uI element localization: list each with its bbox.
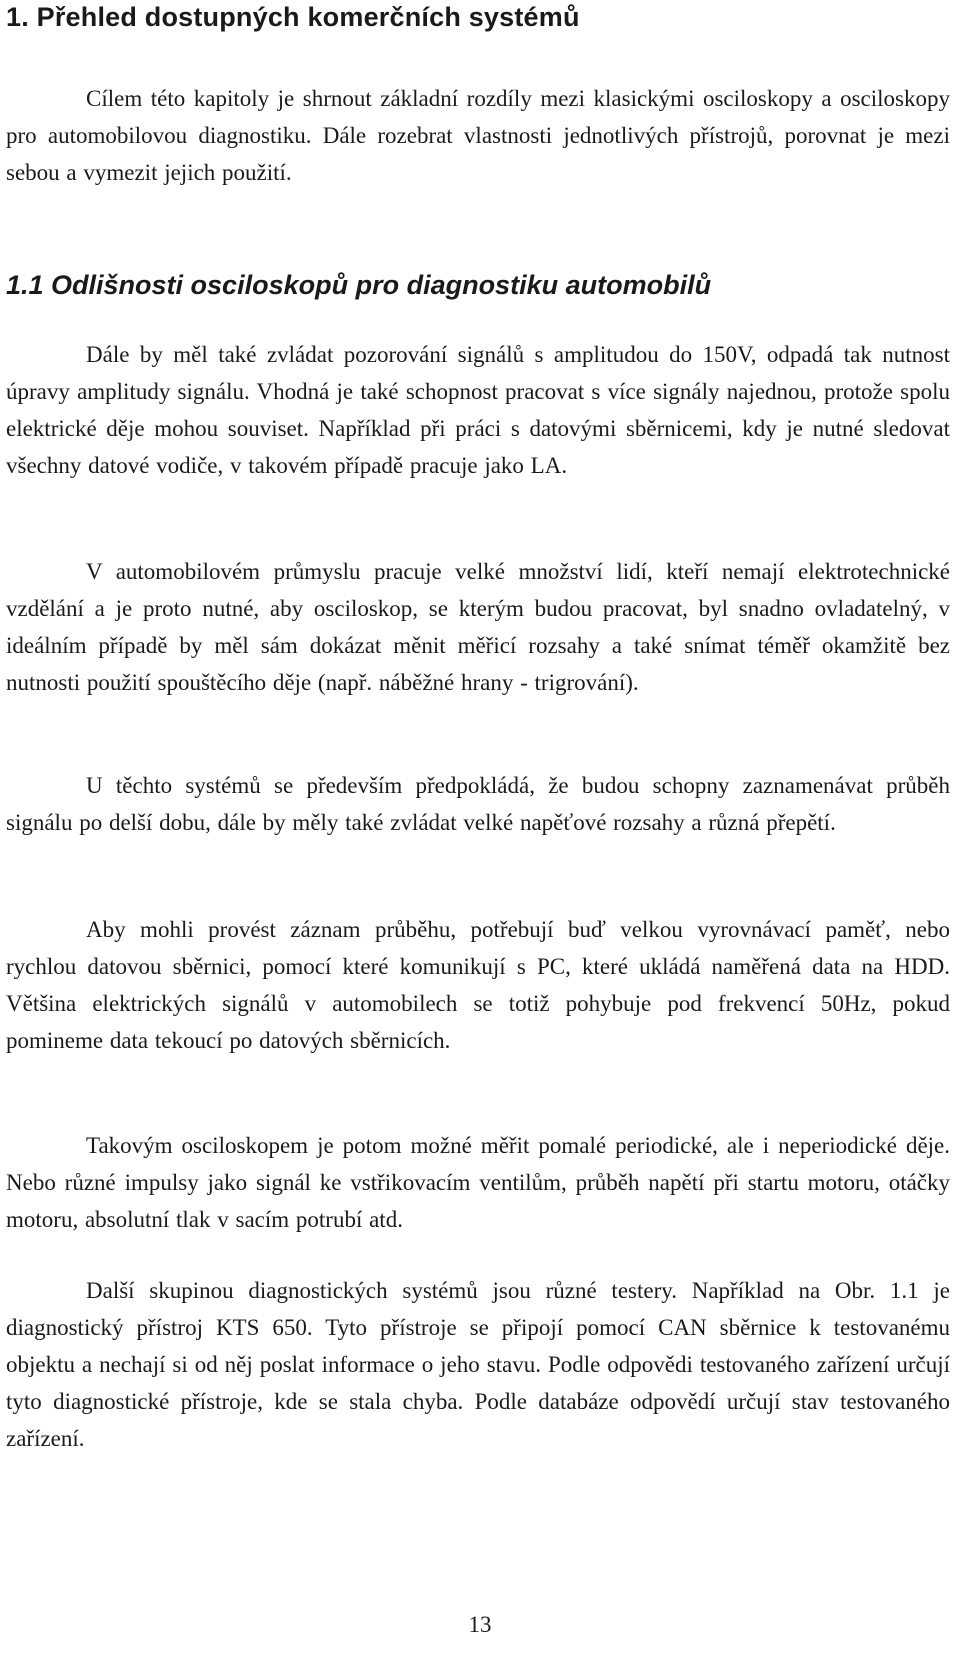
body-paragraph: Takovým osciloskopem je potom možné měřit pomalé periodické, ale i neperiodické děje. Nebo různé impulsy jako signál ke vstřikovacím ventilům, průběh napětí při startu motoru, otáčky motoru, absolutní tlak v sacím potrubí atd. [6,1133,950,1232]
body-paragraph: V automobilovém průmyslu pracuje velké množství lidí, kteří nemají elektrotechnické vzdělání a je proto nutné, aby osciloskop, se kterým budou pracovat, byl snadno ovladatelný, v ideálním případě by měl sám dokázat měnit měřicí rozsahy a také snímat téměř okamžitě bez nutnosti použití spouštěcího děje (např. náběžné hrany - trigrování). [6,559,950,695]
chapter-intro-paragraph: Cílem této kapitoly je shrnout základní rozdíly mezi klasickými osciloskopy a osciloskopy pro automobilovou diagnostiku. Dále rozebrat vlastnosti jednotlivých přístrojů, porovnat je mezi sebou a vymezit jejich použití. [6,86,950,185]
chapter-title: 1. Přehled dostupných komerčních systémů [6,2,580,32]
section-title: 1.1 Odlišnosti osciloskopů pro diagnostiku automobilů [6,270,712,300]
body-paragraph: U těchto systémů se především předpokládá, že budou schopny zaznamenávat průběh signálu po delší dobu, dále by měly také zvládat velké napěťové rozsahy a různá přepětí. [6,773,950,835]
body-paragraph: Aby mohli provést záznam průběhu, potřebují buď velkou vyrovnávací paměť, nebo rychlou datovou sběrnici, pomocí které komunikují s PC, které ukládá naměřená data na HDD. Většina elektrických signálů v automobilech se totiž pohybuje pod frekvencí 50Hz, pokud pomineme data tekoucí po datových sběrnicích. [6,917,950,1053]
page-number: 13 [468,1612,492,1637]
body-paragraph: Další skupinou diagnostických systémů jsou různé testery. Například na Obr. 1.1 je diagnostický přístroj KTS 650. Tyto přístroje se připojí pomocí CAN sběrnice k testovanému objektu a nechají si od něj poslat informace o jeho stavu. Podle odpovědi testovaného zařízení určují tyto diagnostické přístroje, kde se stala chyba. Podle databáze odpovědí určují stav testovaného zařízení. [6,1278,950,1451]
body-paragraph: Dále by měl také zvládat pozorování signálů s amplitudou do 150V, odpadá tak nutnost úpravy amplitudy signálu. Vhodná je také schopnost pracovat s více signály najednou, protože spolu elektrické děje mohou souviset. Například při práci s datovými sběrnicemi, kdy je nutné sledovat všechny datové vodiče, v takovém případě pracuje jako LA. [6,342,950,478]
